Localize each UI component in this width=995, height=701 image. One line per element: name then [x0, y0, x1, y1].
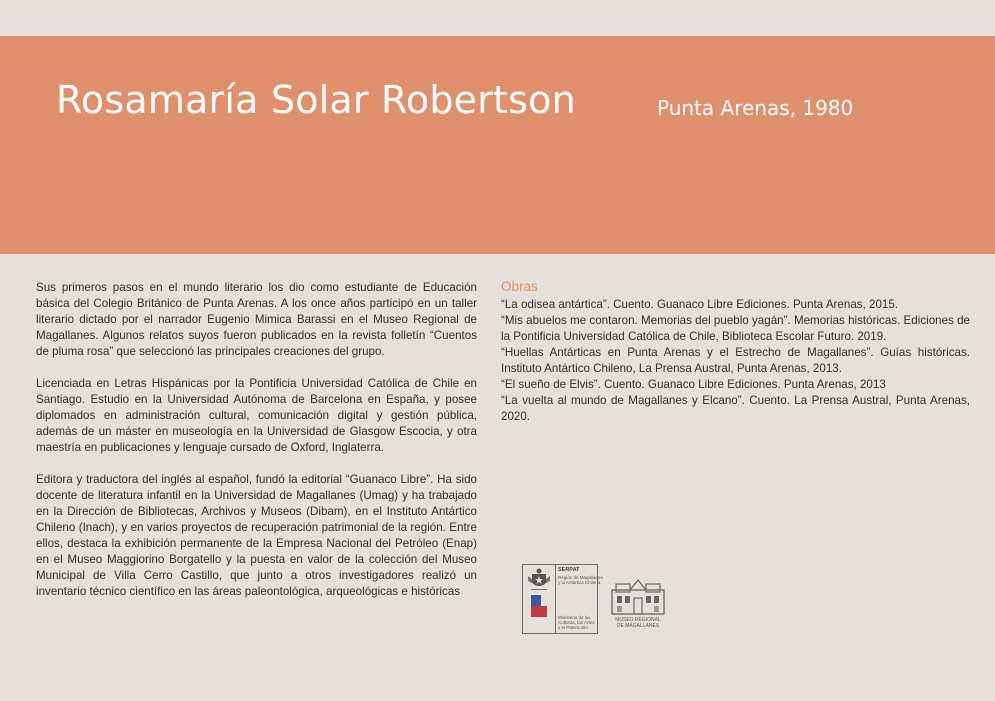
- serpat-logo: [522, 564, 603, 634]
- serpat-title: SERPAT: [558, 567, 580, 573]
- header-banner: [0, 36, 995, 254]
- author-name: Rosamaría Solar Robertson: [56, 78, 576, 122]
- serpat-ministry-line: Culturas, las Artes: [558, 620, 595, 625]
- serpat-region-line: y la Antártica Chilena: [558, 580, 601, 585]
- work-item: “La odisea antártica”. Cuento. Guanaco Libre Ediciones. Punta Arenas, 2015.: [501, 298, 899, 311]
- works-column: [501, 278, 970, 425]
- coat-of-arms-icon: [523, 565, 555, 633]
- gobierno-de-chile-emblem: [523, 565, 556, 633]
- bio-paragraph: Editora y traductora del inglés al español, fundó la editorial “Guanaco Libre”. Ha sido docente de literatura infantil en la Universidad de Magallanes (Umag) y ha trabajado en la Dirección de Bibliotecas, Archivos y Museos (Dibam), en el Instituto Antártico Chileno (Inach), y en varios proyectos de recuperación patrimonial de la región. Entre ellos, destaca la exhibición permanente de la Empresa Nacional del Petróleo (Enap) en el Museo Maggiorino Borgatello y la puesta en valor de la colección del Museo Municipal de Villa Cerro Castillo, que junto a otros investigadores realizó un inventario técnico científico en las áreas paleontológica, arqueológicas e históricas: [36, 473, 477, 598]
- bio-paragraph: Licenciada en Letras Hispánicas por la Pontificia Universidad Católica de Chile en Santiago. Estudio en la Universidad Autónoma de Barcelona en España, y posee diplomados en administración cultural, comunicación digital y gestión pública, además de un máster en museología en la Universidad de Glasgow Escocia, y otra maestría en publicaciones y lenguaje cursado de Oxford, Inglaterra.: [36, 377, 477, 454]
- serpat-ministry: [558, 615, 595, 630]
- work-item: “Mis abuelos me contaron. Memorias del pueblo yagán”. Memorias históricas. Ediciones de la Pontificia Universidad Católica de Chile, Biblioteca Escolar Futuro. 2019.: [501, 314, 970, 343]
- serpat-region: [558, 575, 603, 585]
- museum-building-icon: [608, 576, 668, 616]
- work-item: “La vuelta al mundo de Magallanes y Elcano”. Cuento. La Prensa Austral, Punta Arenas, 2020.: [501, 394, 970, 423]
- serpat-ministry-line: y el Patrimonio: [558, 625, 588, 630]
- work-item: “El sueño de Elvis”. Cuento. Guanaco Libre Ediciones. Punta Arenas, 2013: [501, 378, 886, 391]
- museo-caption-line: DE MAGALLANES: [616, 623, 660, 629]
- museo-caption: [608, 617, 668, 629]
- works-heading: Obras: [501, 279, 538, 294]
- work-item: “Huellas Antárticas en Punta Arenas y el Estrecho de Magallanes”. Guías históricas. Instituto Antártico Chileno, La Prensa Austral, Punta Arenas, 2013.: [501, 346, 970, 375]
- institution-logos: [522, 564, 672, 636]
- birth-place-year: Punta Arenas, 1980: [657, 96, 854, 120]
- bio-paragraph: Sus primeros pasos en el mundo literario los dio como estudiante de Educación básica del Colegio Británico de Punta Arenas. A los once años participó en un taller literario dictado por el narrador Eugenio Mimica Barassi en el Museo Regional de Magallanes. Algunos relatos suyos fueron publicados en la revista folletín “Cuentos de pluma rosa” que seleccionó las principales creaciones del grupo.: [36, 281, 477, 358]
- serpat-ministry-line: Ministerio de las: [558, 615, 591, 620]
- museo-regional-logo: [608, 576, 668, 629]
- serpat-region-line: Región de Magallanes: [558, 575, 603, 580]
- museo-caption-line: MUSEO REGIONAL: [615, 617, 661, 623]
- biography-column: [36, 280, 477, 616]
